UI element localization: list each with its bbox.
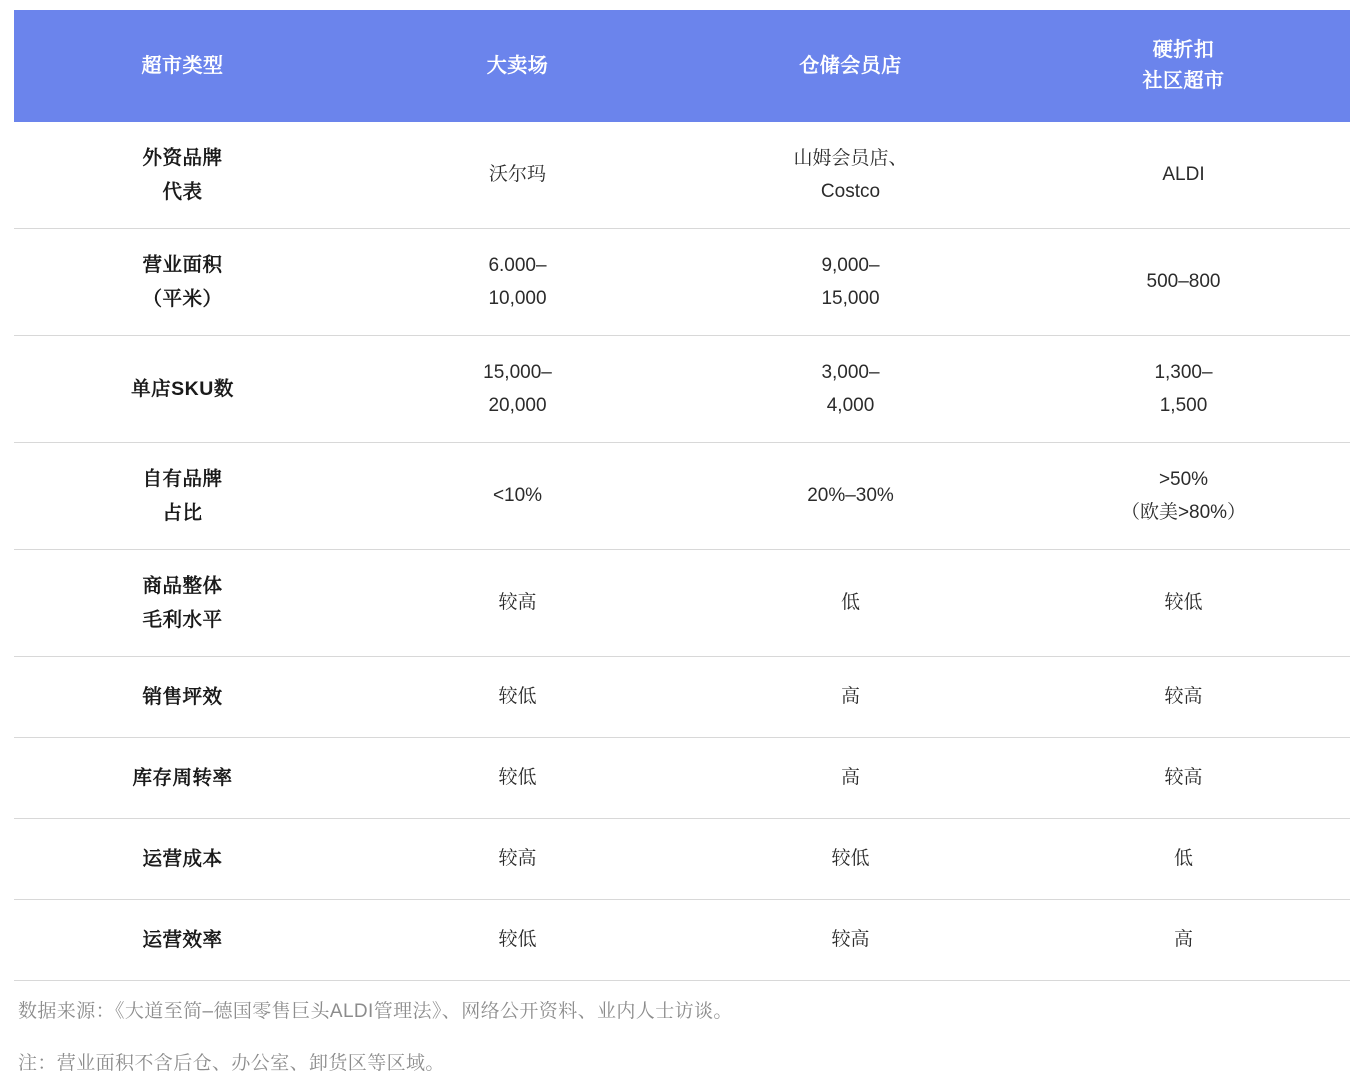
cell-hard-discount: [1017, 550, 1350, 657]
cell-line: ALDI: [1162, 164, 1205, 186]
cell-hypermarket: [351, 819, 684, 900]
cell-line: 1,300–: [1154, 361, 1213, 383]
cell-warehouse-club: [684, 900, 1017, 981]
cell-hypermarket: [351, 657, 684, 738]
cell-line: 15,000–: [483, 361, 552, 383]
cell-line: 9,000–: [821, 254, 880, 276]
cell-line: 较高: [1164, 686, 1203, 708]
cell-line: 高: [840, 767, 860, 789]
cell-warehouse-club: [684, 229, 1017, 336]
table-row: [14, 443, 1350, 550]
row-label-line: 销售坪效: [142, 685, 223, 708]
cell-line: >50%: [1158, 468, 1209, 490]
row-label-line: 库存周转率: [132, 766, 233, 789]
row-label-line: 单店SKU数: [131, 377, 234, 400]
cell-line: 低: [840, 592, 860, 614]
row-label-private-label-share: [14, 443, 351, 550]
row-label-sku-count: [14, 336, 351, 443]
row-label-sales-per-sqm: [14, 657, 351, 738]
cell-hard-discount: [1017, 657, 1350, 738]
row-label-line: 占比: [162, 502, 203, 524]
cell-hard-discount: [1017, 336, 1350, 443]
table-row: [14, 229, 1350, 336]
table-header: [14, 10, 1350, 122]
column-header-hard-discount-line1: 硬折扣: [1152, 39, 1215, 61]
column-header-hypermarket: [351, 10, 684, 122]
cell-line: 山姆会员店、: [793, 147, 908, 169]
cell-line: 高: [840, 686, 860, 708]
cell-line: 沃尔玛: [488, 164, 546, 186]
cell-line: 4,000: [826, 395, 875, 416]
cell-hypermarket: [351, 550, 684, 657]
column-header-type-line1: 超市类型: [141, 54, 224, 77]
cell-line: 15,000: [821, 288, 880, 309]
row-label-line: 营业面积: [142, 253, 223, 276]
column-header-warehouse-club: [684, 10, 1017, 122]
column-header-warehouse-club-line1: 仓储会员店: [799, 54, 902, 77]
cell-line: （欧美>80%）: [1120, 502, 1247, 523]
cell-hypermarket: [351, 738, 684, 819]
cell-warehouse-club: [684, 738, 1017, 819]
column-header-type: [14, 10, 351, 122]
cell-line: <10%: [492, 485, 543, 507]
cell-hard-discount: [1017, 122, 1350, 229]
row-label-line: 代表: [162, 181, 203, 203]
row-label-line: 商品整体: [142, 574, 223, 597]
cell-line: 较低: [498, 767, 537, 789]
cell-warehouse-club: [684, 443, 1017, 550]
cell-line: 500–800: [1146, 271, 1221, 293]
supermarket-comparison-table: [14, 10, 1350, 981]
cell-line: 较高: [831, 929, 870, 951]
cell-line: 较高: [1164, 767, 1203, 789]
cell-line: 较低: [498, 929, 537, 951]
cell-line: 3,000–: [821, 361, 880, 383]
cell-line: 6.000–: [488, 254, 547, 276]
cell-hard-discount: [1017, 900, 1350, 981]
table-row: [14, 122, 1350, 229]
cell-line: 较高: [498, 592, 537, 614]
cell-line: 低: [1173, 848, 1193, 870]
cell-hypermarket: [351, 229, 684, 336]
table-row: [14, 738, 1350, 819]
footnote-note: 注：营业面积不含后仓、办公室、卸货区等区域。: [18, 1053, 445, 1075]
row-label-line: 自有品牌: [142, 467, 223, 490]
column-header-hypermarket-line1: 大卖场: [486, 54, 549, 77]
row-label-gross-margin: [14, 550, 351, 657]
column-header-hard-discount: [1017, 10, 1350, 122]
cell-hypermarket: [351, 443, 684, 550]
row-label-operating-efficiency: [14, 900, 351, 981]
cell-line: 较低: [1164, 592, 1203, 614]
cell-line: 20%–30%: [807, 485, 894, 507]
table-row: [14, 657, 1350, 738]
row-label-line: 运营效率: [142, 928, 223, 951]
cell-hypermarket: [351, 122, 684, 229]
cell-hypermarket: [351, 336, 684, 443]
cell-warehouse-club: [684, 657, 1017, 738]
cell-hard-discount: [1017, 443, 1350, 550]
row-label-inventory-turnover: [14, 738, 351, 819]
table-row: [14, 550, 1350, 657]
cell-warehouse-club: [684, 336, 1017, 443]
row-label-line: 运营成本: [142, 847, 223, 870]
footnotes: [14, 997, 1350, 1080]
row-label-line: 毛利水平: [142, 609, 223, 631]
table-row: [14, 900, 1350, 981]
cell-line: Costco: [820, 181, 881, 202]
row-label-line: （平米）: [142, 288, 223, 310]
table-header-row: [14, 10, 1350, 122]
cell-line: 1,500: [1159, 395, 1208, 416]
cell-warehouse-club: [684, 122, 1017, 229]
cell-line: 高: [1173, 929, 1193, 951]
row-label-line: 外资品牌: [142, 146, 223, 169]
cell-line: 较低: [498, 686, 537, 708]
table-body: [14, 122, 1350, 981]
cell-warehouse-club: [684, 550, 1017, 657]
table-row: [14, 819, 1350, 900]
cell-line: 20,000: [488, 395, 547, 416]
column-header-hard-discount-line2: 社区超市: [1142, 70, 1225, 92]
footnote-data-source: 数据来源：《大道至简–德国零售巨头ALDI管理法》、网络公开资料、业内人士访谈。: [18, 1001, 733, 1022]
cell-line: 较高: [498, 848, 537, 870]
row-label-store-area: [14, 229, 351, 336]
row-label-foreign-brands: [14, 122, 351, 229]
table-row: [14, 336, 1350, 443]
cell-hard-discount: [1017, 738, 1350, 819]
cell-line: 较低: [831, 848, 870, 870]
cell-hard-discount: [1017, 229, 1350, 336]
cell-hypermarket: [351, 900, 684, 981]
cell-line: 10,000: [488, 288, 547, 309]
cell-warehouse-club: [684, 819, 1017, 900]
row-label-operating-cost: [14, 819, 351, 900]
cell-hard-discount: [1017, 819, 1350, 900]
